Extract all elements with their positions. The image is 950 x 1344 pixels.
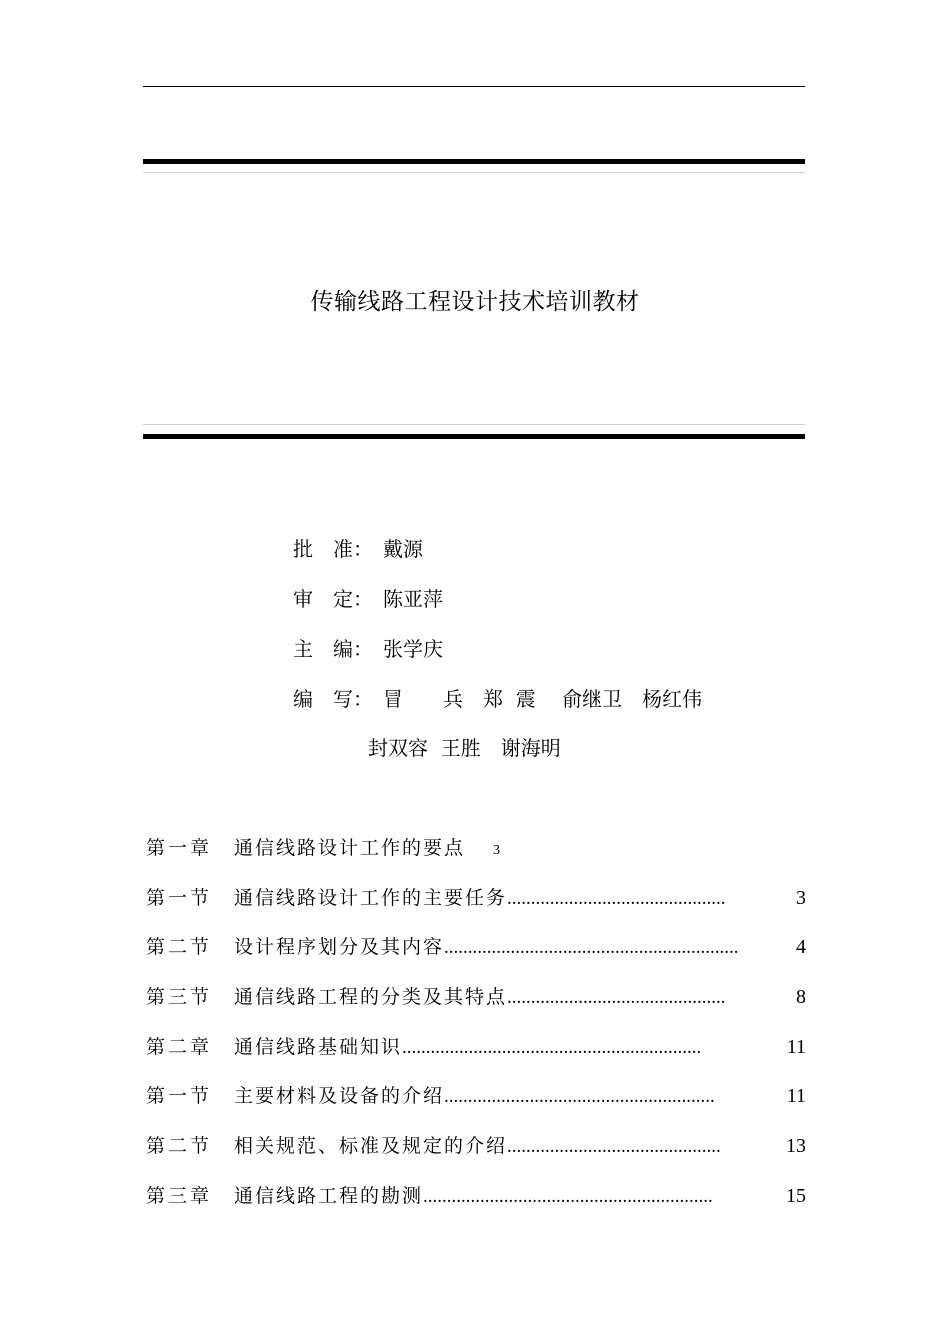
credit-approver (293, 533, 702, 583)
title-bottom-thin-rule (143, 424, 805, 425)
toc-entry-number: 第一节 (146, 1085, 213, 1108)
toc-entry-page: 3 (796, 886, 806, 909)
credit-value: 戴源 (383, 537, 423, 561)
credit-label: 编 写： (293, 687, 373, 711)
toc-entry-page: 13 (786, 1135, 806, 1158)
toc-entry[interactable] (146, 981, 806, 1031)
credit-label: 主 编： (293, 637, 373, 661)
toc-entry-title: 通信线路设计工作的要点 (234, 837, 466, 859)
title-bottom-thick-rule (143, 434, 805, 439)
toc-entry-title: 通信线路设计工作的主要任务 (234, 886, 508, 909)
credit-chief-editor (293, 633, 702, 683)
toc-entry-page: 15 (786, 1184, 806, 1207)
toc-entry-title: 通信线路基础知识 (234, 1035, 403, 1058)
toc-entry-title: 相关规范、标准及规定的介绍 (234, 1135, 508, 1158)
toc-entry[interactable] (146, 931, 806, 981)
credit-value: 陈亚萍 (383, 587, 443, 611)
credit-writers (293, 683, 702, 733)
toc-entry-number: 第一节 (146, 886, 213, 909)
credits-block (293, 533, 702, 733)
toc-leader-dots: ............................................................. (423, 1185, 713, 1207)
toc-entry-number: 第二节 (146, 936, 213, 959)
toc-entry-page: 11 (786, 1035, 806, 1058)
toc-entry-number: 第二章 (146, 1035, 213, 1058)
table-of-contents (146, 832, 806, 1230)
toc-entry[interactable] (146, 1130, 806, 1180)
toc-entry[interactable] (146, 882, 806, 932)
toc-entry-title: 主要材料及设备的介绍 (234, 1085, 445, 1108)
toc-entry-number: 第三章 (146, 1184, 213, 1207)
credit-label: 批 准： (293, 537, 373, 561)
document-title: 传输线路工程设计技术培训教材 (310, 289, 640, 315)
toc-entry-page: 8 (796, 986, 806, 1009)
toc-entry[interactable] (146, 1031, 806, 1081)
toc-entry-number: 第三节 (146, 986, 213, 1009)
toc-entry[interactable] (146, 1180, 806, 1230)
toc-entry-title: 设计程序划分及其内容 (234, 936, 445, 959)
toc-leader-dots: ............................................................... (402, 1036, 702, 1058)
toc-leader-dots: .............................................. (507, 987, 726, 1009)
credit-label: 审 定： (293, 587, 373, 611)
toc-entry-title: 通信线路工程的勘测 (234, 1184, 424, 1207)
toc-entry-title: 通信线路工程的分类及其特点 (234, 986, 508, 1009)
toc-leader-dots: ......................................................... (444, 1086, 715, 1108)
toc-leader-dots: .............................................. (507, 887, 726, 909)
toc-entry-number: 第二节 (146, 1135, 213, 1158)
credit-value: 冒 兵 郑 震 俞继卫 杨红伟 (383, 687, 703, 711)
credit-writers-continued: 封双容 王胜 谢海明 (368, 736, 561, 760)
toc-leader-dots: ............................................. (507, 1136, 721, 1158)
toc-entry-page: 11 (786, 1085, 806, 1108)
toc-leader-dots: .............................................................. (444, 937, 739, 959)
title-top-thin-rule (143, 172, 805, 173)
toc-entry-number: 第一章 (146, 837, 213, 859)
toc-entry[interactable] (146, 1080, 806, 1130)
credit-value: 张学庆 (383, 637, 443, 661)
credit-reviewer (293, 583, 702, 633)
header-rule (143, 86, 805, 87)
toc-entry-page: 4 (796, 936, 806, 959)
toc-entry[interactable] (146, 832, 806, 882)
toc-entry-page: 3 (493, 843, 501, 858)
title-top-thick-rule (143, 159, 805, 164)
